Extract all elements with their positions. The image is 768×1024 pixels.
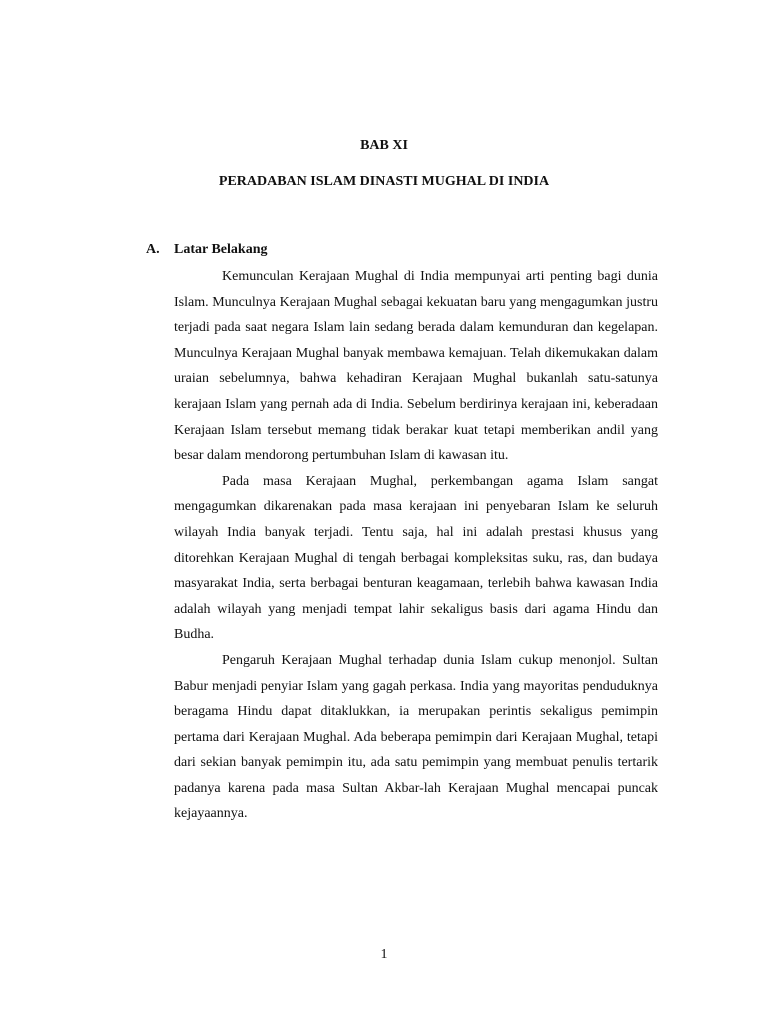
chapter-title: PERADABAN ISLAM DINASTI MUGHAL DI INDIA — [218, 174, 550, 189]
paragraph: Kemunculan Kerajaan Mughal di India mempunyai arti penting bagi dunia Islam. Munculnya Kerajaan Mughal sebagai kekuatan baru yang mengagumkan justru terjadi pada saat negara Islam lain sedang berada dalam kemunduran dan kegelapan. Munculnya Kerajaan Mughal banyak membawa kemajuan. Telah dikemukakan dalam uraian sebelumnya, bahwa kehadiran Kerajaan Mughal bukanlah satu-satunya kerajaan Islam yang pernah ada di India. Sebelum berdirinya kerajaan ini, keberadaan Kerajaan Islam tersebut memang tidak berakar kuat tetapi memberikan andil yang besar dalam mendorong pertumbuhan Islam di kawasan itu. — [174, 269, 658, 464]
section-marker: A. — [146, 242, 160, 257]
paragraph: Pada masa Kerajaan Mughal, perkembangan agama Islam sangat mengagumkan dikarenakan pada masa kerajaan ini penyebaran Islam ke seluruh wilayah India banyak terjadi. Tentu saja, hal ini adalah prestasi khusus yang ditorehkan Kerajaan Mughal di tengah berbagai kompleksitas suku, ras, dan budaya masyarakat India, serta berbagai benturan keagamaan, terlebih bahwa kawasan India adalah wilayah yang menjadi tempat lahir sekaligus basis dari agama Hindu dan Budha. — [174, 473, 658, 643]
page-number: 1 — [380, 947, 388, 962]
chapter-number: BAB XI — [360, 138, 408, 153]
section-heading — [146, 242, 267, 258]
paragraph: Pengaruh Kerajaan Mughal terhadap dunia Islam cukup menonjol. Sultan Babur menjadi penyiar Islam yang gagah perkasa. India yang mayoritas penduduknya beragama Hindu dapat ditaklukkan, ia merupakan perintis sekaligus pemimpin pertama dari Kerajaan Mughal. Ada beberapa pemimpin dari Kerajaan Mughal, tetapi dari sekian banyak pemimpin itu, ada satu pemimpin yang membuat penulis tertarik padanya karena pada masa Sultan Akbar-lah Kerajaan Mughal mencapai puncak kejayaannya. — [174, 652, 658, 822]
body-text — [174, 264, 658, 827]
section-heading-text: Latar Belakang — [174, 242, 268, 257]
